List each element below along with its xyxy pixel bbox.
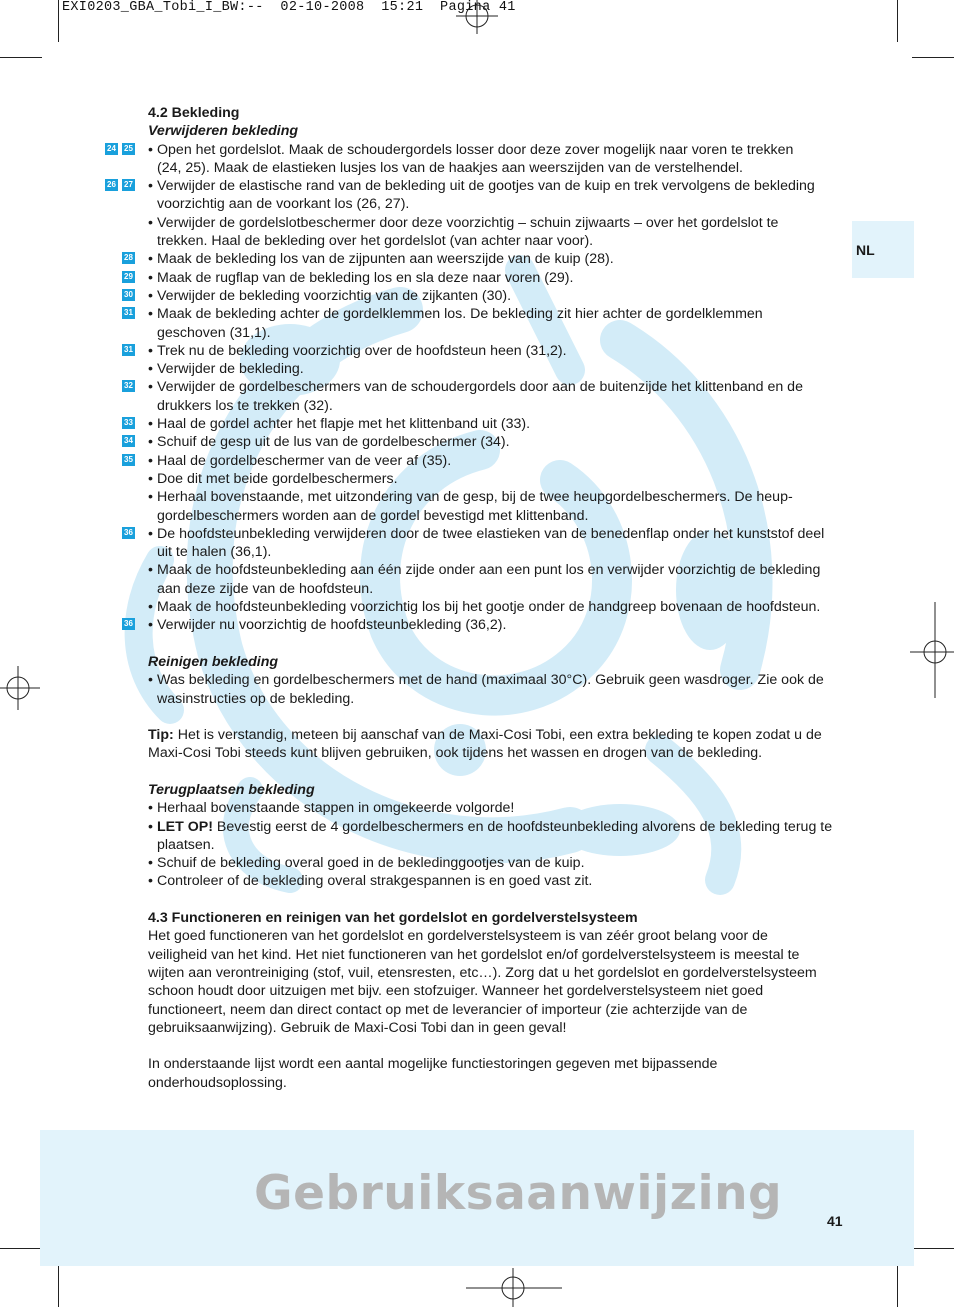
language-tab: NL — [852, 221, 914, 278]
figure-refs — [122, 417, 135, 429]
step-line: Verwijder de elastische rand van de bekleding uit de gootjes van de kuip en trek vervolgens de bekleding — [157, 178, 815, 195]
closing-paragraph — [148, 1055, 838, 1092]
tip-label: Tip: — [148, 727, 174, 744]
figure-ref-badge: 28 — [122, 252, 135, 264]
step-line: (24, 25). Maak de elastieken lusjes los van de haakjes aan weerszijden van de verstelhendel. — [157, 159, 743, 176]
list-item: 24 25 • Open het gordelslot. Maak de schoudergordels losser door deze zover mogelijk naar voren te trekken (24, 25). Maak de elastieken lusjes los van de haakjes aan weerszijden van de verstelhendel. — [148, 141, 838, 178]
paragraph-line: functioneert, neem dan direct contact op met de leverancier of importeur (zie achterzijde van de — [148, 1001, 748, 1018]
crop-mark — [0, 1248, 42, 1249]
figure-refs — [122, 618, 135, 630]
list-item: • LET OP! Bevestig eerst de 4 gordelbeschermers en de hoofdsteunbekleding alvorens de bekleding terug te plaatsen. — [148, 818, 838, 855]
page-number: 41 — [827, 1213, 843, 1229]
warning-label: LET OP! — [157, 818, 213, 835]
figure-ref-badge: 26 — [105, 179, 118, 191]
list-item: 33 • Haal de gordel achter het flapje met het klittenband uit (33). — [148, 415, 838, 433]
figure-ref-badge: 25 — [122, 143, 135, 155]
tip-text: Het is verstandig, meteen bij aanschaf van de Maxi-Cosi Tobi, een extra bekleding te kopen zodat u de — [173, 727, 822, 744]
crop-mark — [897, 0, 898, 42]
step-line: Trek nu de bekleding voorzichtig over de hoofdsteun heen (31,2). — [157, 342, 567, 359]
figure-ref-badge: 33 — [122, 417, 135, 429]
figure-refs — [122, 252, 135, 264]
figure-ref-badge: 32 — [122, 380, 135, 392]
list-item: 28 • Maak de bekleding los van de zijpunten aan weerszijde van de kuip (28). — [148, 250, 838, 268]
step-line: geschoven (31,1). — [157, 324, 271, 341]
figure-ref-badge: 35 — [122, 454, 135, 466]
list-item: 31 • Maak de bekleding achter de gordelklemmen los. De bekleding zit hier achter de gordelklemmen geschoven (31,1). — [148, 305, 838, 342]
step-line: Schuif de gesp uit de lus van de gordelbeschermer (34). — [157, 434, 510, 451]
crop-mark — [58, 0, 59, 42]
step-line: voorzichtig aan de voorkant los (26, 27). — [157, 196, 410, 213]
list-item: 35 • Haal de gordelbeschermer van de veer af (35). — [148, 452, 838, 470]
list-item: • Herhaal bovenstaande, met uitzondering van de gesp, bij de twee heupgordelbeschermers. De heup- gordelbeschermers worden aan de gordel bevestigd met klittenband. — [148, 488, 838, 525]
replace-line: Controleer of de bekleding overal strakgespannen is en goed vast zit. — [157, 873, 593, 890]
step-line: Verwijder de gordelslotbeschermer door deze voorzichtig – schuin zijwaarts – over het gordelslot te — [157, 214, 779, 231]
list-item: 30 • Verwijder de bekleding voorzichtig van de zijkanten (30). — [148, 287, 838, 305]
print-header: EXI0203_GBA_Tobi_I_BW:-- 02-10-2008 15:21 Pagina 41 — [62, 0, 516, 15]
replace-line: Schuif de bekleding overal goed in de bekledinggootjes van de kuip. — [157, 855, 585, 872]
registration-mark-icon — [0, 640, 46, 736]
list-item: 31 • Trek nu de bekleding voorzichtig over de hoofdsteun heen (31,2). — [148, 342, 838, 360]
figure-ref-badge: 34 — [122, 435, 135, 447]
step-line: aan deze zijde van de hoofdsteun. — [157, 580, 374, 597]
list-item: • Maak de hoofdsteunbekleding aan één zijde onder aan een punt los en verwijder voorzichtig de bekleding aan deze zijde van de hoofdsteun. — [148, 561, 838, 598]
tip-text: Maxi-Cosi Tobi steeds kunt blijven gebruiken, ook tijdens het wassen en drogen van de bekleding. — [148, 745, 763, 762]
paragraph-line: onderhoudsoplossing. — [148, 1074, 287, 1091]
figure-ref-badge: 27 — [122, 179, 135, 191]
crop-mark — [912, 57, 954, 58]
figure-refs — [105, 143, 135, 155]
figure-ref-badge: 30 — [122, 289, 135, 301]
figure-refs — [122, 307, 135, 319]
list-item: 34 • Schuif de gesp uit de lus van de gordelbeschermer (34). — [148, 433, 838, 451]
replace-line: Herhaal bovenstaande stappen in omgekeerde volgorde! — [157, 800, 515, 817]
step-line: Maak de bekleding achter de gordelklemmen los. De bekleding zit hier achter de gordelklemmen — [157, 306, 763, 323]
tip-paragraph — [148, 726, 838, 744]
subheading-replace: Terugplaatsen bekleding — [148, 781, 315, 798]
paragraph-line: veiligheid van het kind. Het niet functioneren van het gordelslot en/of gordelverstelsysteem is meestal te — [148, 946, 800, 963]
registration-mark-icon — [908, 602, 954, 698]
subheading-remove: Verwijderen bekleding — [148, 123, 299, 140]
clean-line: wasinstructies op de bekleding. — [157, 690, 355, 707]
step-line: trekken. Haal de bekleding over het gordelslot (van achter naar voor). — [157, 233, 594, 250]
figure-ref-badge: 36 — [122, 527, 135, 539]
step-line: De hoofdsteunbekleding verwijderen door de twee elastieken van de benedenflap onder het kunststof deel — [157, 525, 825, 542]
step-line: Maak de hoofdsteunbekleding voorzichtig los bij het gootje onder de handgreep bovenaan de hoofdsteun. — [157, 599, 821, 616]
replace-line: LET OP! Bevestig eerst de 4 gordelbeschermers en de hoofdsteunbekleding alvorens de bekleding terug te — [157, 818, 833, 835]
step-line: Verwijder de gordelbeschermers van de schoudergordels door aan de buitenzijde het klittenband en de — [157, 379, 803, 396]
step-line: Maak de rugflap van de bekleding los en sla deze naar voren (29). — [157, 269, 574, 286]
crop-mark — [58, 1262, 59, 1307]
paragraph-line: In onderstaande lijst wordt een aantal mogelijke functiestoringen gegeven met bijpassende — [148, 1056, 718, 1073]
list-item: • Verwijder de gordelslotbeschermer door deze voorzichtig – schuin zijwaarts – over het gordelslot te trekken. Haal de bekleding over het gordelslot (van achter naar voor). — [148, 214, 838, 251]
paragraph-line: gebruiksaanwijzing). Gebruik de Maxi-Cosi Tobi dan in geen geval! — [148, 1019, 567, 1036]
crop-mark — [0, 57, 42, 58]
paragraph-line: schoon houdt door uitzuigen met bijv. een stofzuiger. Wanneer het gordelverstelsysteem niet goed — [148, 983, 764, 1000]
figure-refs — [122, 454, 135, 466]
figure-refs — [122, 289, 135, 301]
crop-mark — [912, 1248, 954, 1249]
step-line: Haal de gordel achter het flapje met het klittenband uit (33). — [157, 416, 531, 433]
figure-ref-badge: 24 — [105, 143, 118, 155]
step-line: drukkers los te trekken (32). — [157, 397, 333, 414]
section-heading: 4.3 Functioneren en reinigen van het gordelslot en gordelverstelsysteem — [148, 910, 638, 927]
list-item: • Verwijder de bekleding. — [148, 360, 838, 378]
list-item: 29 • Maak de rugflap van de bekleding los en sla deze naar voren (29). — [148, 269, 838, 287]
step-line: Herhaal bovenstaande, met uitzondering van de gesp, bij de twee heupgordelbeschermers. De heup- — [157, 489, 793, 506]
step-line: Open het gordelslot. Maak de schoudergordels losser door deze zover mogelijk naar voren te trekken — [157, 141, 794, 158]
list-item: 36 • De hoofdsteunbekleding verwijderen door de twee elastieken van de benedenflap onder het kunststof deel uit te halen (36,1). — [148, 525, 838, 562]
figure-ref-badge: 31 — [122, 344, 135, 356]
replace-line: plaatsen. — [157, 836, 215, 853]
figure-ref-badge: 29 — [122, 271, 135, 283]
figure-refs — [122, 344, 135, 356]
list-item: 32 • Verwijder de gordelbeschermers van de schoudergordels door aan de buitenzijde het klittenband en de drukkers los te trekken (32). — [148, 378, 838, 415]
figure-refs — [122, 271, 135, 283]
step-line: uit te halen (36,1). — [157, 544, 272, 561]
step-line: Verwijder de bekleding. — [157, 361, 304, 378]
step-line: Verwijder de bekleding voorzichtig van de zijkanten (30). — [157, 287, 512, 304]
footer-title: Gebruiksaanwijzing — [254, 1166, 783, 1221]
step-line: Doe dit met beide gordelbeschermers. — [157, 470, 398, 487]
remove-steps-list — [107, 141, 838, 635]
list-item: 36 • Verwijder nu voorzichtig de hoofdsteunbekleding (36,2). — [148, 616, 838, 634]
figure-ref-badge: 31 — [122, 307, 135, 319]
function-paragraph — [148, 927, 838, 1037]
step-line: Maak de hoofdsteunbekleding aan één zijde onder aan een punt los en verwijder voorzichtig de bekleding — [157, 562, 821, 579]
step-line: Maak de bekleding los van de zijpunten aan weerszijde van de kuip (28). — [157, 251, 614, 268]
paragraph-line: wijten aan verontreiniging (stof, vuil, etensresten, etc…). Zorg dat u het gordelslot en gordelverstelsysteem — [148, 964, 817, 981]
list-item: • Was bekleding en gordelbeschermers met de hand (maximaal 30°C). Gebruik geen wasdroger. Zie ook de wasinstructies op de bekleding. — [148, 671, 838, 708]
main-content — [107, 104, 838, 1092]
registration-mark-icon — [466, 1268, 562, 1307]
list-item: • Controleer of de bekleding overal strakgespannen is en goed vast zit. — [148, 872, 838, 890]
figure-refs — [105, 179, 135, 191]
figure-refs — [122, 527, 135, 539]
list-item: • Maak de hoofdsteunbekleding voorzichtig los bij het gootje onder de handgreep bovenaan de hoofdsteun. — [148, 598, 838, 616]
paragraph-line: Het goed functioneren van het gordelslot en gordelverstelsysteem is van zéér groot belang voor de — [148, 928, 768, 945]
step-line: gordelbeschermers worden aan de gordel bevestigd met klittenband. — [157, 507, 589, 524]
figure-refs — [122, 435, 135, 447]
list-item: • Herhaal bovenstaande stappen in omgekeerde volgorde! — [148, 799, 838, 817]
section-heading: 4.2 Bekleding — [148, 105, 240, 121]
subheading-clean: Reinigen bekleding — [148, 653, 279, 670]
figure-ref-badge: 36 — [122, 618, 135, 630]
clean-line: Was bekleding en gordelbeschermers met de hand (maximaal 30°C). Gebruik geen wasdroger. Zie ook de — [157, 672, 824, 689]
list-item: • Doe dit met beide gordelbeschermers. — [148, 470, 838, 488]
crop-mark — [897, 1262, 898, 1307]
figure-refs — [122, 380, 135, 392]
step-line: Verwijder nu voorzichtig de hoofdsteunbekleding (36,2). — [157, 617, 507, 634]
list-item: 26 27 • Verwijder de elastische rand van de bekleding uit de gootjes van de kuip en trek vervolgens de bekleding voorzichtig aan de voorkant los (26, 27). — [148, 177, 838, 214]
registration-mark-icon — [456, 0, 498, 34]
list-item: • Schuif de bekleding overal goed in de bekledinggootjes van de kuip. — [148, 854, 838, 872]
step-line: Haal de gordelbeschermer van de veer af (35). — [157, 452, 452, 469]
